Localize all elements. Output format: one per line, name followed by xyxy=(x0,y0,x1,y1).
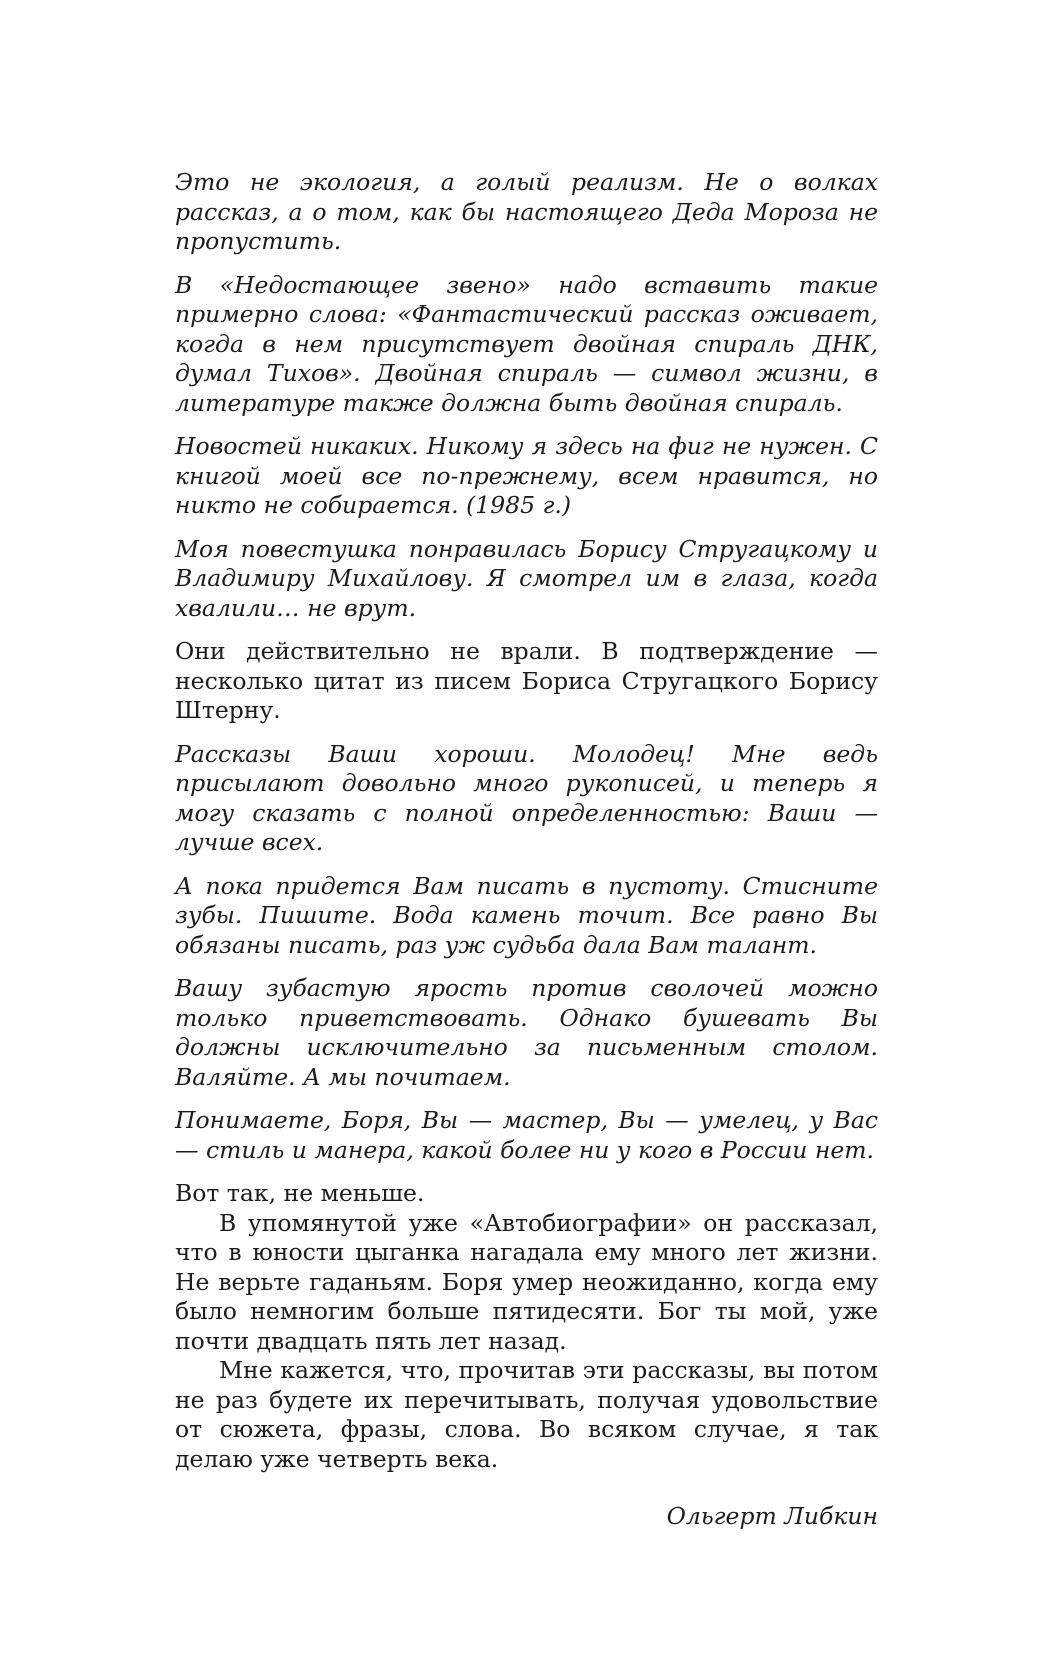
quote-paragraph: Это не экология, а голый реализм. Не о волках рассказ, а о том, как бы настоящего Деда Мороза не пропустить. xyxy=(175,168,878,255)
body-paragraph: В упомянутой уже «Автобиографии» он рассказал, что в юности цыганка нагадала ему много лет жизни. Не верьте гаданьям. Боря умер неожиданно, когда ему было немногим больше пятидесяти. Бог ты мой, уже почти двадцать пять лет назад. xyxy=(175,1208,878,1355)
quote-paragraph: Новостей никаких. Никому я здесь на фиг не нужен. С книгой моей все по-прежнему, всем нравится, но никто не собирается. (1985 г.) xyxy=(175,432,878,519)
body-paragraph: Они действительно не врали. В подтверждение — несколько цитат из писем Бориса Стругацкого Борису Штерну. xyxy=(175,637,878,724)
quote-paragraph: Рассказы Ваши хороши. Молодец! Мне ведь присылают довольно много рукописей, и теперь я могу сказать с полной определенностью: Ваши — лучше всех. xyxy=(175,739,878,856)
quote-paragraph: Понимаете, Боря, Вы — мастер, Вы — умелец, у Вас — стиль и манера, какой более ни у кого в России нет. xyxy=(175,1106,878,1164)
author-signature: Ольгерт Либкин xyxy=(666,1502,878,1530)
quote-paragraph: Вашу зубастую ярость против сволочей можно только приветствовать. Однако бушевать Вы должны исключительно за письменным столом. Валяйте. А мы почитаем. xyxy=(175,974,878,1091)
quote-paragraph: А пока придется Вам писать в пустоту. Стисните зубы. Пишите. Вода камень точит. Все равно Вы обязаны писать, раз уж судьба дала Вам талант. xyxy=(175,871,878,959)
quote-paragraph: В «Недостающее звено» надо вставить такие примерно слова: «Фантастический рассказ оживает, когда в нем присутствует двойная спираль ДНК, думал Тихов». Двойная спираль — символ жизни, в литературе также должна быть двойная спираль. xyxy=(175,270,878,417)
body-paragraph: Мне кажется, что, прочитав эти рассказы, вы потом не раз будете их перечитывать, получая удовольствие от сюжета, фразы, слова. Во всяком случае, я так делаю уже четверть века. xyxy=(175,1356,878,1473)
body-paragraph: Вот так, не меньше. xyxy=(175,1179,425,1207)
page-body xyxy=(175,168,878,1532)
quote-paragraph: Моя повестушка понравилась Борису Стругацкому и Владимиру Михайлову. Я смотрел им в глаза, когда хвалили… не врут. xyxy=(175,534,878,622)
